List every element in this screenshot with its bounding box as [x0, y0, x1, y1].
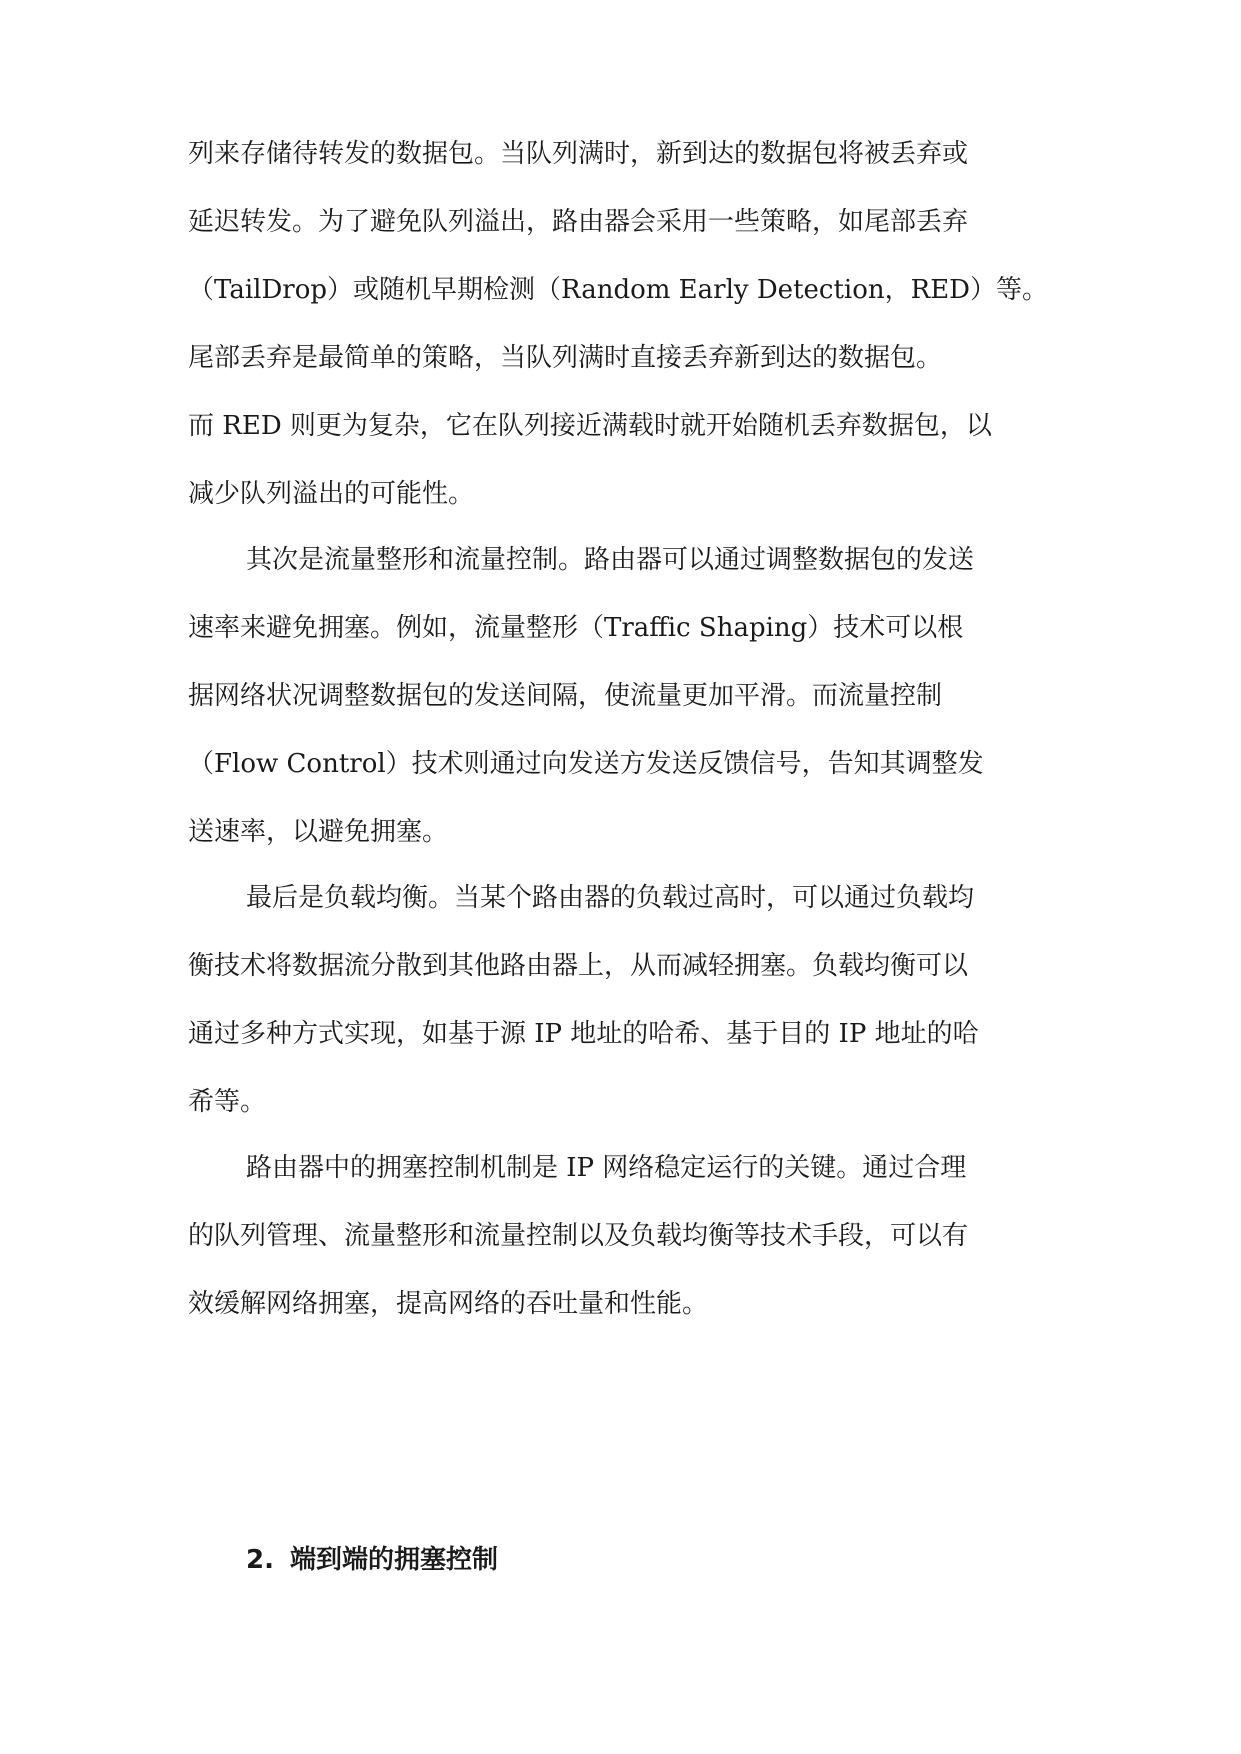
paragraph-line: 速率来避免拥塞。例如，流量整形（Traffic Shaping）技术可以根	[188, 613, 964, 643]
paragraph-line: 送速率，以避免拥塞。	[188, 817, 449, 847]
paragraph-line: 延迟转发。为了避免队列溢出，路由器会采用一些策略，如尾部丢弃	[188, 207, 969, 237]
paragraph-line: 希等。	[188, 1087, 267, 1117]
paragraph-line: 效缓解网络拥塞，提高网络的吞吐量和性能。	[188, 1289, 709, 1319]
paragraph-line: 其次是流量整形和流量控制。路由器可以通过调整数据包的发送	[246, 545, 975, 575]
section-heading	[246, 1540, 498, 1580]
paragraph-line: 路由器中的拥塞控制机制是 IP 网络稳定运行的关键。通过合理	[246, 1153, 967, 1183]
paragraph-line: 减少队列溢出的可能性。	[188, 479, 475, 509]
paragraph-line: 尾部丢弃是最简单的策略，当队列满时直接丢弃新到达的数据包。	[188, 343, 943, 373]
paragraph-line: 列来存储待转发的数据包。当队列满时，新到达的数据包将被丢弃或	[188, 139, 969, 169]
paragraph-line: （TailDrop）或随机早期检测（Random Early Detection，RED）等。	[188, 275, 1049, 305]
paragraph-line: 最后是负载均衡。当某个路由器的负载过高时，可以通过负载均	[246, 883, 975, 913]
paragraph-line: （Flow Control）技术则通过向发送方发送反馈信号，告知其调整发	[188, 749, 984, 779]
paragraph-line: 据网络状况调整数据包的发送间隔，使流量更加平滑。而流量控制	[188, 681, 943, 711]
section-number: 2.	[246, 1545, 274, 1575]
section-title: 端到端的拥塞控制	[289, 1545, 498, 1575]
paragraph-line: 而 RED 则更为复杂，它在队列接近满载时就开始随机丢弃数据包，以	[188, 411, 992, 441]
paragraph-line: 通过多种方式实现，如基于源 IP 地址的哈希、基于目的 IP 地址的哈	[188, 1019, 979, 1049]
paragraph-line: 的队列管理、流量整形和流量控制以及负载均衡等技术手段，可以有	[188, 1221, 969, 1251]
paragraph-line: 衡技术将数据流分散到其他路由器上，从而减轻拥塞。负载均衡可以	[188, 951, 969, 981]
